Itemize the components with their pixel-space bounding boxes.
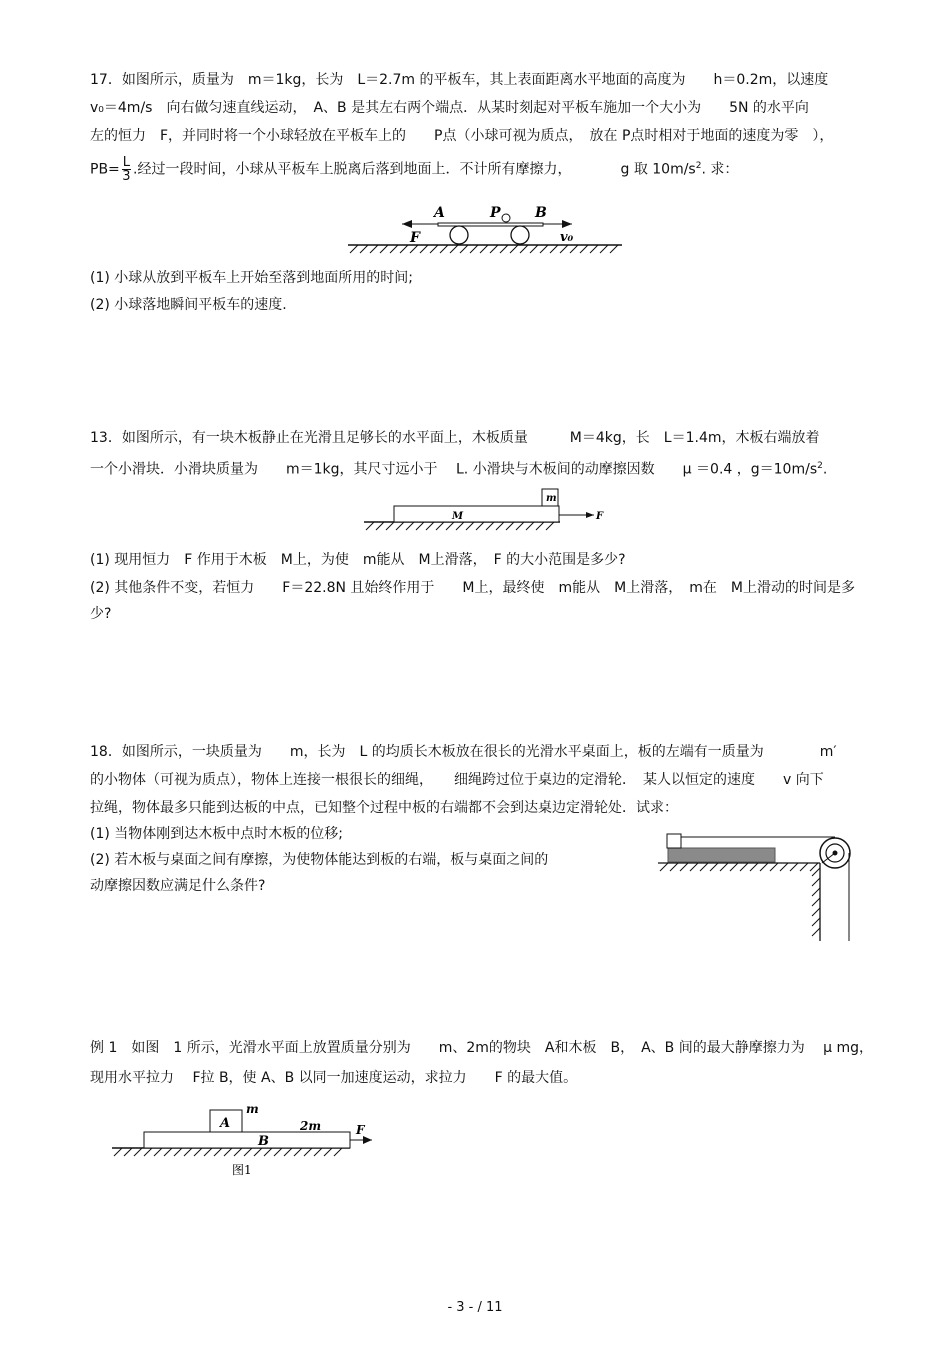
q17-label-a: A	[434, 205, 445, 221]
ex1-label-a: A	[220, 1116, 231, 1131]
q13-sub1: (1) 现用恒力 F 作用于木板 M上，为使 m能从 M上滑落， F 的大小范围是多少?	[90, 552, 626, 568]
q17-line3: 左的恒力 F，并同时将一个小球轻放在平板车上的 P点（小球可视为质点， 放在 P点时相对于地面的速度为零 ），	[90, 128, 834, 144]
q18-line2: 的小物体（可视为质点），物体上连接一根很长的细绳， 细绳跨过位于桌边的定滑轮． 某人以恒定的速度 v 向下	[90, 772, 824, 788]
ex1-label-m: m	[246, 1102, 259, 1116]
q17-label-v0: v₀	[560, 230, 574, 245]
q17-line4	[90, 156, 738, 183]
q18-board	[668, 848, 775, 862]
q17-label-f: F	[410, 230, 420, 246]
q17-sup: 2	[695, 161, 702, 171]
q17-sub2: (2) 小球落地瞬间平板车的速度.	[90, 297, 287, 313]
q18-figure	[652, 826, 857, 946]
q13-sup: 2	[817, 461, 823, 471]
q13-line2-end: .	[822, 461, 828, 478]
ex1-board-b	[144, 1132, 350, 1148]
q17-ground-hatch	[350, 245, 618, 253]
ex1-figure	[108, 1100, 378, 1180]
q17-fraction	[122, 156, 131, 183]
q13-line1: 13．如图所示，有一块木板静止在光滑且足够长的水平面上，木板质量 M＝4kg，长 L＝1.4m，木板右端放着	[90, 430, 820, 446]
ex1-force-arrowhead	[363, 1136, 372, 1144]
page-footer: - 3 - / 11	[447, 1300, 503, 1315]
ex1-label-f: F	[356, 1123, 365, 1137]
q17-label-p: P	[490, 205, 501, 221]
q17-wheel-left	[450, 226, 468, 244]
q17-line1: 17．如图所示，质量为 m＝1kg，长为 L＝2.7m 的平板车，其上表面距离水平地面的高度为 h＝0.2m，以速度	[90, 72, 829, 88]
ex1-line1: 例 1 如图 1 所示，光滑水平面上放置质量分别为 m、2m的物块 A和木板 B， A、B 间的最大静摩擦力为 μ mg，	[90, 1040, 874, 1056]
ex1-label-2m: 2m	[300, 1119, 322, 1133]
q13-label-m: m	[546, 493, 557, 504]
ex1-ground-hatch	[114, 1148, 342, 1156]
q17-pb: PB=	[90, 161, 120, 178]
q13-sub2-line2: 少?	[90, 606, 112, 622]
q17-label-b: B	[535, 205, 547, 221]
q17-wheel-right	[511, 226, 529, 244]
q17-frac-den: 3	[122, 169, 131, 185]
q13-label-f: F	[596, 511, 604, 522]
q13-line2	[90, 456, 827, 480]
q18-table-hatch	[660, 863, 820, 936]
q13-force-arrowhead	[586, 512, 594, 518]
q18-line3: 拉绳，物体最多只能到达板的中点，已知整个过程中板的右端都不会到达桌边定滑轮处．试求：	[90, 800, 678, 816]
q18-sub2-line2: 动摩擦因数应满足什么条件?	[90, 878, 266, 894]
q17-line2: v₀＝4m/s 向右做匀速直线运动， A、B 是其左右两个端点．从某时刻起对平板车施加一个大小为 5N 的水平向	[90, 100, 809, 116]
q17-ball	[502, 214, 510, 222]
q17-sub1: (1) 小球从放到平板车上开始至落到地面所用的时间;	[90, 270, 413, 286]
ex1-caption: 图1	[232, 1163, 252, 1177]
q17-frac-num: L	[122, 155, 131, 171]
q17-line4-text: .经过一段时间，小球从平板车上脱离后落到地面上．不计所有摩擦力， g 取 10m/s	[133, 161, 696, 178]
q13-sub2-line1: (2) 其他条件不变，若恒力 F＝22.8N 且始终作用于 M上，最终使 m能从 M上滑落， m在 M上滑动的时间是多	[90, 580, 855, 596]
q13-ground-hatch	[366, 522, 554, 530]
q13-board	[394, 506, 559, 522]
q13-line2-text: 一个小滑块．小滑块质量为 m＝1kg，其尺寸远小于 L. 小滑块与木板间的动摩擦因数 μ ＝0.4 ，g＝10m/s	[90, 461, 818, 478]
q17-velocity-arrowhead	[562, 220, 572, 228]
ex1-label-b: B	[258, 1134, 269, 1149]
q17-line4-end: . 求：	[701, 161, 739, 178]
ex1-line2: 现用水平拉力 F拉 B，使 A、B 以同一加速度运动，求拉力 F 的最大值。	[90, 1070, 578, 1086]
q18-line1: 18．如图所示，一块质量为 m，长为 L 的均质长木板放在很长的光滑水平桌面上，板的左端有一质量为 m′	[90, 744, 837, 760]
q13-figure	[362, 484, 612, 534]
q17-force-arrowhead	[402, 220, 412, 228]
q13-label-M: M	[452, 511, 464, 522]
q18-sub2-line1: (2) 若木板与桌面之间有摩擦，为使物体能达到板的右端，板与桌面之间的	[90, 852, 549, 868]
q17-figure	[340, 198, 630, 256]
q18-sub1: (1) 当物体刚到达木板中点时木板的位移;	[90, 826, 343, 842]
q18-block	[667, 834, 681, 848]
q17-cart-plate	[438, 223, 543, 226]
